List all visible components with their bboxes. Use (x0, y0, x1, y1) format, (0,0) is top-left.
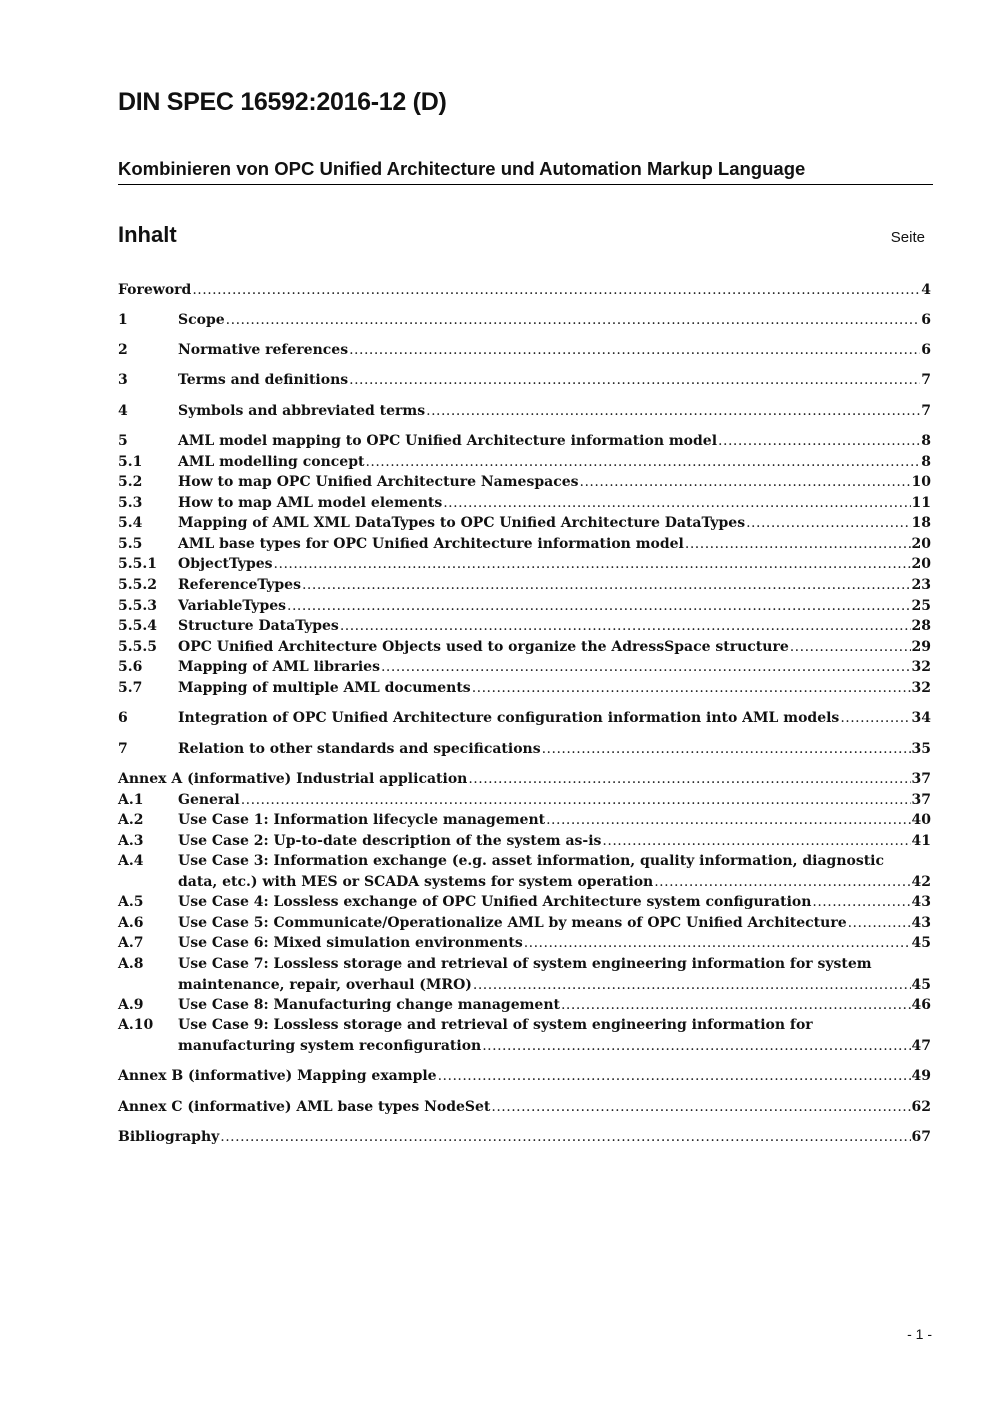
toc-entry-number: 5.5.5 (118, 639, 157, 655)
toc-entry-number: 5.7 (118, 680, 143, 696)
toc-entry[interactable] (118, 739, 931, 760)
toc-entry-title: Annex C (informative) AML base types NodeSet (118, 1099, 491, 1115)
toc-entry-title: ObjectTypes (178, 556, 273, 572)
toc-entry-annex-c[interactable] (118, 1097, 931, 1118)
toc-entry-title: Annex A (informative) Industrial application (118, 771, 468, 787)
toc-entry-title: How to map OPC Unified Architecture Namespaces (178, 474, 579, 490)
toc-entry-number: A.10 (118, 1017, 154, 1033)
toc-entry-page: 45 (911, 935, 931, 951)
toc-entry-title: Integration of OPC Unified Architecture configuration information into AML models (178, 710, 840, 726)
toc-entry-title: AML model mapping to OPC Unified Architecture information model (178, 433, 718, 449)
leader-dots (274, 554, 911, 575)
toc-entry-number: A.1 (118, 792, 144, 808)
toc-entry-page: 40 (911, 812, 931, 828)
toc-entry-page: 10 (911, 474, 931, 490)
toc-entry[interactable] (118, 1015, 931, 1036)
toc-entry-title: Terms and definitions (178, 372, 349, 388)
toc-entry[interactable] (118, 616, 931, 637)
toc-entry-page: 34 (911, 710, 931, 726)
toc-entry-title: General (178, 792, 240, 808)
toc-entry-page: 62 (911, 1099, 931, 1115)
toc-entry-title: How to map AML model elements (178, 495, 443, 511)
leader-dots (718, 431, 920, 452)
leader-dots (192, 280, 920, 301)
toc-entry-page: 11 (911, 495, 931, 511)
leader-dots (340, 616, 911, 637)
toc-entry-number: 5.2 (118, 474, 143, 490)
toc-entry-number: 5.5 (118, 536, 143, 552)
toc-entry-number: 5 (118, 433, 128, 449)
leader-dots (524, 933, 911, 954)
toc-entry[interactable] (118, 954, 931, 975)
toc-entry-page: 20 (911, 536, 931, 552)
toc-entry-page: 8 (921, 454, 931, 470)
toc-entry-number: 4 (118, 403, 128, 419)
toc-entry-title: Scope (178, 312, 225, 328)
leader-dots (468, 769, 910, 790)
leader-dots (840, 708, 910, 729)
toc-entry[interactable] (118, 472, 931, 493)
toc-entry-number: 5.5.1 (118, 556, 157, 572)
toc-entry-page: 7 (921, 372, 931, 388)
toc-entry-number: A.9 (118, 997, 144, 1013)
toc-entry-page: 43 (911, 894, 931, 910)
toc-entry-number: 5.3 (118, 495, 143, 511)
toc-entry-title: Use Case 7: Lossless storage and retrieval of system engineering information for system (178, 956, 872, 972)
toc-entry-number: 3 (118, 372, 128, 388)
leader-dots (654, 872, 910, 893)
document-id: DIN SPEC 16592:2016-12 (D) (118, 88, 447, 116)
leader-dots (473, 975, 911, 996)
toc-entry[interactable] (118, 310, 931, 331)
leader-dots (546, 810, 910, 831)
toc-entry-annex-a[interactable] (118, 769, 931, 790)
toc-entry-page: 37 (911, 792, 931, 808)
leader-dots (241, 790, 911, 811)
toc-entry-page: 35 (911, 741, 931, 757)
toc-entry-number: 5.1 (118, 454, 143, 470)
toc-entry-number: A.2 (118, 812, 144, 828)
toc-entry-number: 7 (118, 741, 128, 757)
toc-entry[interactable] (118, 995, 931, 1016)
leader-dots (848, 913, 911, 934)
toc-entry-page: 49 (911, 1068, 931, 1084)
toc-entry-number: A.7 (118, 935, 144, 951)
toc-entry[interactable] (118, 596, 931, 617)
toc-entry-number: A.4 (118, 853, 144, 869)
toc-entry-continuation[interactable] (118, 975, 931, 996)
toc-entry-number: 5.5.4 (118, 618, 157, 634)
toc-entry-number: A.6 (118, 915, 144, 931)
toc-entry[interactable] (118, 493, 931, 514)
toc-entry[interactable] (118, 431, 931, 452)
leader-dots (790, 637, 911, 658)
leader-dots (542, 739, 911, 760)
toc-entry-page: 42 (911, 874, 931, 890)
toc-entry-continuation[interactable] (118, 872, 931, 893)
leader-dots (746, 513, 910, 534)
leader-dots (426, 401, 920, 422)
toc-entry-page: 6 (921, 342, 931, 358)
toc-entry-page: 20 (911, 556, 931, 572)
toc-entry-title: Symbols and abbreviated terms (178, 403, 426, 419)
toc-entry-page: 28 (911, 618, 931, 634)
leader-dots (365, 452, 920, 473)
toc-entry[interactable] (118, 554, 931, 575)
toc-entry-number: 5.6 (118, 659, 143, 675)
toc-entry[interactable] (118, 513, 931, 534)
toc-entry-title: Use Case 2: Up-to-date description of the system as-is (178, 833, 602, 849)
toc-heading: Inhalt (118, 222, 177, 247)
toc-entry-page: 4 (921, 282, 931, 298)
toc-entry-title: ReferenceTypes (178, 577, 301, 593)
toc-entry-bibliography[interactable] (118, 1127, 931, 1148)
toc-entry-number: 6 (118, 710, 128, 726)
toc-entry-number: 5.5.2 (118, 577, 157, 593)
toc-entry[interactable] (118, 933, 931, 954)
toc-entry-title: Use Case 6: Mixed simulation environments (178, 935, 523, 951)
toc-entry-title-continued: data, etc.) with MES or SCADA systems for system operation (178, 874, 654, 890)
leader-dots (472, 678, 911, 699)
leader-dots (287, 596, 910, 617)
toc-entry[interactable] (118, 340, 931, 361)
toc-entry-title: Use Case 9: Lossless storage and retrieval of system engineering information for (178, 1017, 813, 1033)
leader-dots (602, 831, 910, 852)
toc-entry[interactable] (118, 913, 931, 934)
toc-entry[interactable] (118, 790, 931, 811)
toc-entry-foreword[interactable] (118, 280, 931, 301)
toc-entry-number: A.8 (118, 956, 144, 972)
toc-entry-title: Use Case 5: Communicate/Operationalize AML by means of OPC Unified Architecture (178, 915, 847, 931)
toc-entry-page: 47 (911, 1038, 931, 1054)
toc-entry-page: 6 (921, 312, 931, 328)
document-subtitle: Kombinieren von OPC Unified Architecture und Automation Markup Language (118, 158, 933, 185)
toc-entry-title-continued: manufacturing system reconfiguration (178, 1038, 482, 1054)
toc-entry[interactable] (118, 637, 931, 658)
toc-entry-annex-b[interactable] (118, 1066, 931, 1087)
toc-entry-title: Mapping of AML XML DataTypes to OPC Unified Architecture DataTypes (178, 515, 746, 531)
toc-entry-title: Use Case 3: Information exchange (e.g. asset information, quality information, diagnostic (178, 853, 885, 869)
leader-dots (349, 340, 920, 361)
toc-entry-page: 32 (911, 659, 931, 675)
toc-entry-title: Annex B (informative) Mapping example (118, 1068, 437, 1084)
toc-entry-number: 5.4 (118, 515, 143, 531)
toc-entry-page: 43 (911, 915, 931, 931)
toc-entry-title: Foreword (118, 282, 192, 298)
toc-entry-page: 45 (911, 977, 931, 993)
toc-entry-number: 2 (118, 342, 128, 358)
leader-dots (685, 534, 911, 555)
toc-entry-title-continued: maintenance, repair, overhaul (MRO) (178, 977, 472, 993)
toc-entry-page: 41 (911, 833, 931, 849)
toc-entry-title: Use Case 4: Lossless exchange of OPC Unified Architecture system configuration (178, 894, 812, 910)
toc-entry-page: 7 (921, 403, 931, 419)
leader-dots (349, 370, 920, 391)
leader-dots (491, 1097, 910, 1118)
toc-entry-page: 67 (911, 1129, 931, 1145)
toc-entry-number: 1 (118, 312, 128, 328)
toc-entry-page: 18 (911, 515, 931, 531)
toc-entry[interactable] (118, 657, 931, 678)
toc-entry[interactable] (118, 575, 931, 596)
toc-entry-title: AML modelling concept (178, 454, 365, 470)
toc-entry-number: A.5 (118, 894, 144, 910)
page-column-label: Seite (890, 229, 925, 246)
toc-entry-continuation[interactable] (118, 1036, 931, 1057)
toc-entry[interactable] (118, 370, 931, 391)
toc-entry-page: 32 (911, 680, 931, 696)
toc-entry-page: 46 (911, 997, 931, 1013)
toc-entry-page: 8 (921, 433, 931, 449)
toc-entry-title: Normative references (178, 342, 349, 358)
toc-entry[interactable] (118, 534, 931, 555)
toc-entry-title: Bibliography (118, 1129, 220, 1145)
leader-dots (812, 892, 910, 913)
toc-entry-title: AML base types for OPC Unified Architecture information model (178, 536, 684, 552)
toc-entry-title: VariableTypes (178, 598, 287, 614)
toc-entry-title: Use Case 1: Information lifecycle management (178, 812, 546, 828)
toc-entry[interactable] (118, 831, 931, 852)
toc-entry-page: 23 (911, 577, 931, 593)
leader-dots (482, 1036, 910, 1057)
leader-dots (226, 310, 921, 331)
leader-dots (561, 995, 911, 1016)
toc-entry[interactable] (118, 892, 931, 913)
toc-entry[interactable] (118, 401, 931, 422)
toc-entry-page: 29 (911, 639, 931, 655)
leader-dots (443, 493, 910, 514)
leader-dots (302, 575, 911, 596)
toc-entry[interactable] (118, 452, 931, 473)
toc-entry-title: Relation to other standards and specifications (178, 741, 541, 757)
toc-entry-title: Mapping of AML libraries (178, 659, 380, 675)
toc-entry-number: 5.5.3 (118, 598, 157, 614)
toc-entry-title: Structure DataTypes (178, 618, 339, 634)
leader-dots (220, 1127, 910, 1148)
leader-dots (580, 472, 911, 493)
page-number: - 1 - (907, 1326, 932, 1342)
toc-entry[interactable] (118, 810, 931, 831)
toc-entry[interactable] (118, 851, 931, 872)
toc-entry-title: OPC Unified Architecture Objects used to organize the AdressSpace structure (178, 639, 789, 655)
toc-entry-title: Use Case 8: Manufacturing change management (178, 997, 560, 1013)
toc-entry[interactable] (118, 708, 931, 729)
toc-entry-title: Mapping of multiple AML documents (178, 680, 471, 696)
leader-dots (381, 657, 911, 678)
leader-dots (438, 1066, 911, 1087)
toc-entry-page: 37 (911, 771, 931, 787)
toc-entry-page: 25 (911, 598, 931, 614)
toc-entry[interactable] (118, 678, 931, 699)
toc-entry-number: A.3 (118, 833, 144, 849)
